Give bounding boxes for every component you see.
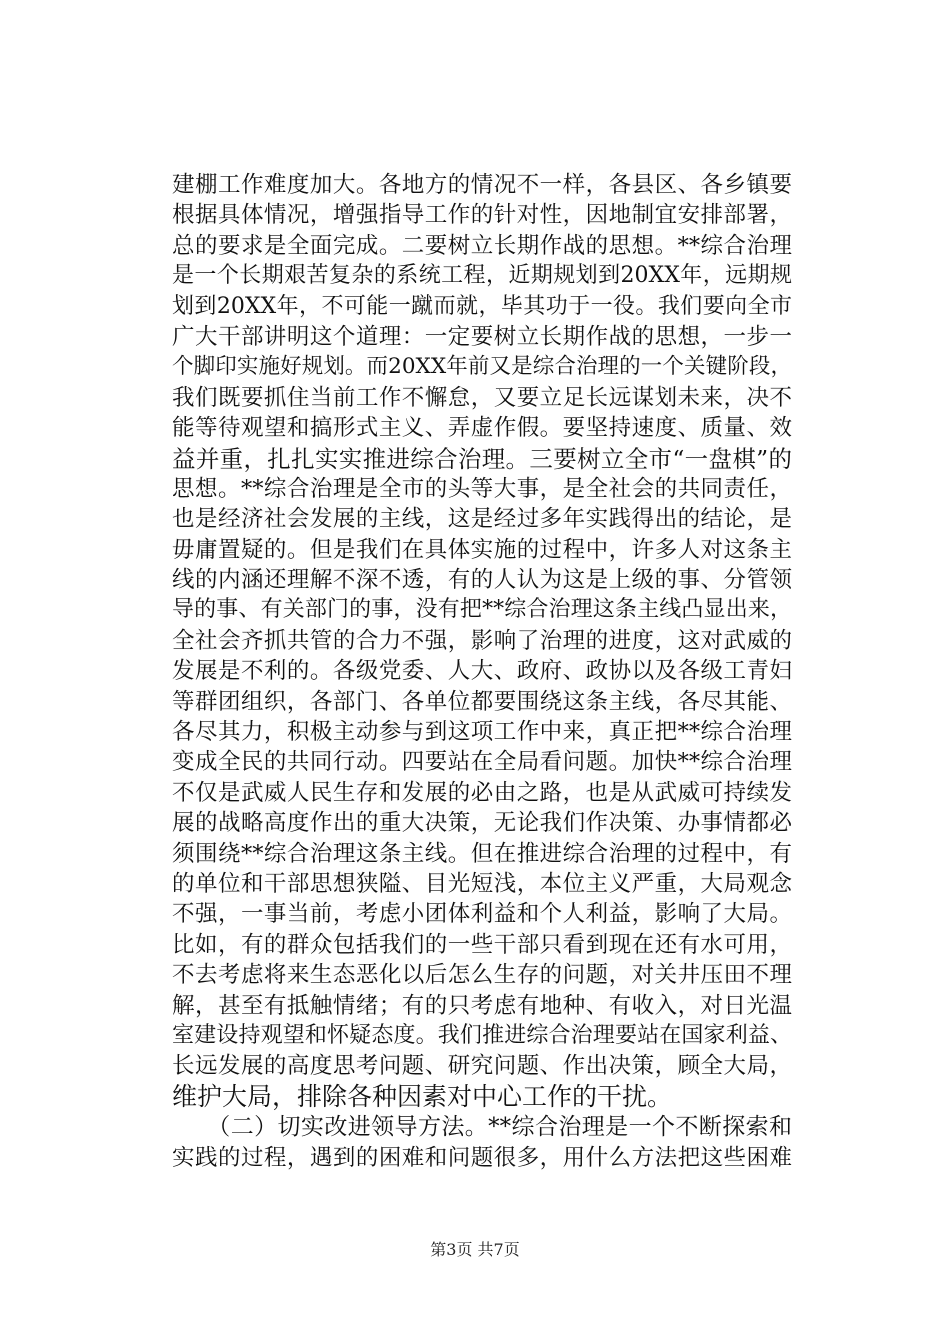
text-line: 根据具体情况，增强指导工作的针对性，因地制宜安排部署， — [172, 202, 792, 229]
text-line: 的单位和干部思想狭隘、目光短浅，本位主义严重，大局观念 — [172, 870, 792, 897]
text-line: 不仅是武威人民生存和发展的必由之路，也是从武威可持续发 — [172, 779, 792, 806]
text-line: 展的战略高度作出的重大决策，无论我们作决策、办事情都必 — [172, 810, 792, 837]
text-line: 实践的过程，遇到的困难和问题很多，用什么方法把这些困难 — [172, 1144, 792, 1171]
text-line: 室建设持观望和怀疑态度。我们推进综合治理要站在国家利益、 — [172, 1022, 792, 1048]
text-line: 全社会齐抓共管的合力不强，影响了治理的进度，这对武威的 — [172, 627, 792, 654]
text-line: 不强，一事当前，考虑小团体利益和个人利益，影响了大局。 — [172, 901, 792, 928]
text-line: 长远发展的高度思考问题、研究问题、作出决策，顾全大局， — [172, 1053, 792, 1080]
text-line: 个脚印实施好规划。而20XX年前又是综合治理的一个关键阶段， — [172, 354, 792, 380]
text-line: 发展是不利的。各级党委、人大、政府、政协以及各级工青妇 — [172, 658, 792, 685]
text-line: （二）切实改进领导方法。**综合治理是一个不断探索和 — [172, 1114, 792, 1141]
text-line: 我们既要抓住当前工作不懈怠，又要立足长远谋划未来，决不 — [172, 384, 792, 411]
text-line: 比如，有的群众包括我们的一些干部只看到现在还有水可用， — [172, 931, 792, 958]
text-line: 是一个长期艰苦复杂的系统工程，近期规划到20XX年，远期规 — [172, 263, 792, 289]
text-line: 能等待观望和搞形式主义、弄虚作假。要坚持速度、质量、效 — [172, 415, 792, 442]
page-footer — [0, 1237, 950, 1260]
text-line: 线的内涵还理解不深不透，有的人认为这是上级的事、分管领 — [172, 567, 792, 594]
text-line: 划到20XX年，不可能一蹴而就，毕其功于一役。我们要向全市 — [172, 293, 792, 319]
text-line: 等群团组织，各部门、各单位都要围绕这条主线，各尽其能、 — [172, 688, 792, 715]
text-line: 变成全民的共同行动。四要站在全局看问题。加快**综合治理 — [172, 749, 792, 776]
text-line: 也是经济社会发展的主线，这是经过多年实践得出的结论，是 — [172, 506, 792, 533]
body-text — [172, 170, 792, 1173]
text-line: 思想。**综合治理是全市的头等大事，是全社会的共同责任， — [172, 475, 792, 502]
text-line: 解，甚至有抵触情绪；有的只考虑有地种、有收入，对日光温 — [172, 992, 792, 1019]
text-line: 总的要求是全面完成。二要树立长期作战的思想。**综合治理 — [172, 232, 792, 259]
text-line: 导的事、有关部门的事，没有把**综合治理这条主线凸显出来， — [172, 597, 792, 623]
text-line: 益并重，扎扎实实推进综合治理。三要树立全市“一盘棋”的 — [172, 444, 792, 473]
text-line: 建棚工作难度加大。各地方的情况不一样，各县区、各乡镇要 — [172, 172, 792, 198]
text-line: 须围绕**综合治理这条主线。但在推进综合治理的过程中，有 — [172, 840, 792, 867]
text-line: 不去考虑将来生态恶化以后怎么生存的问题，对关井压田不理 — [172, 962, 792, 989]
page-number: 第3页 共7页 — [430, 1240, 520, 1259]
text-line: 维护大局，排除各种因素对中心工作的干扰。 — [172, 1081, 673, 1111]
text-line: 各尽其力，积极主动参与到这项工作中来，真正把**综合治理 — [172, 719, 792, 746]
text-line: 毋庸置疑的。但是我们在具体实施的过程中，许多人对这条主 — [172, 536, 792, 563]
text-line: 广大干部讲明这个道理：一定要树立长期作战的思想，一步一 — [172, 323, 792, 350]
